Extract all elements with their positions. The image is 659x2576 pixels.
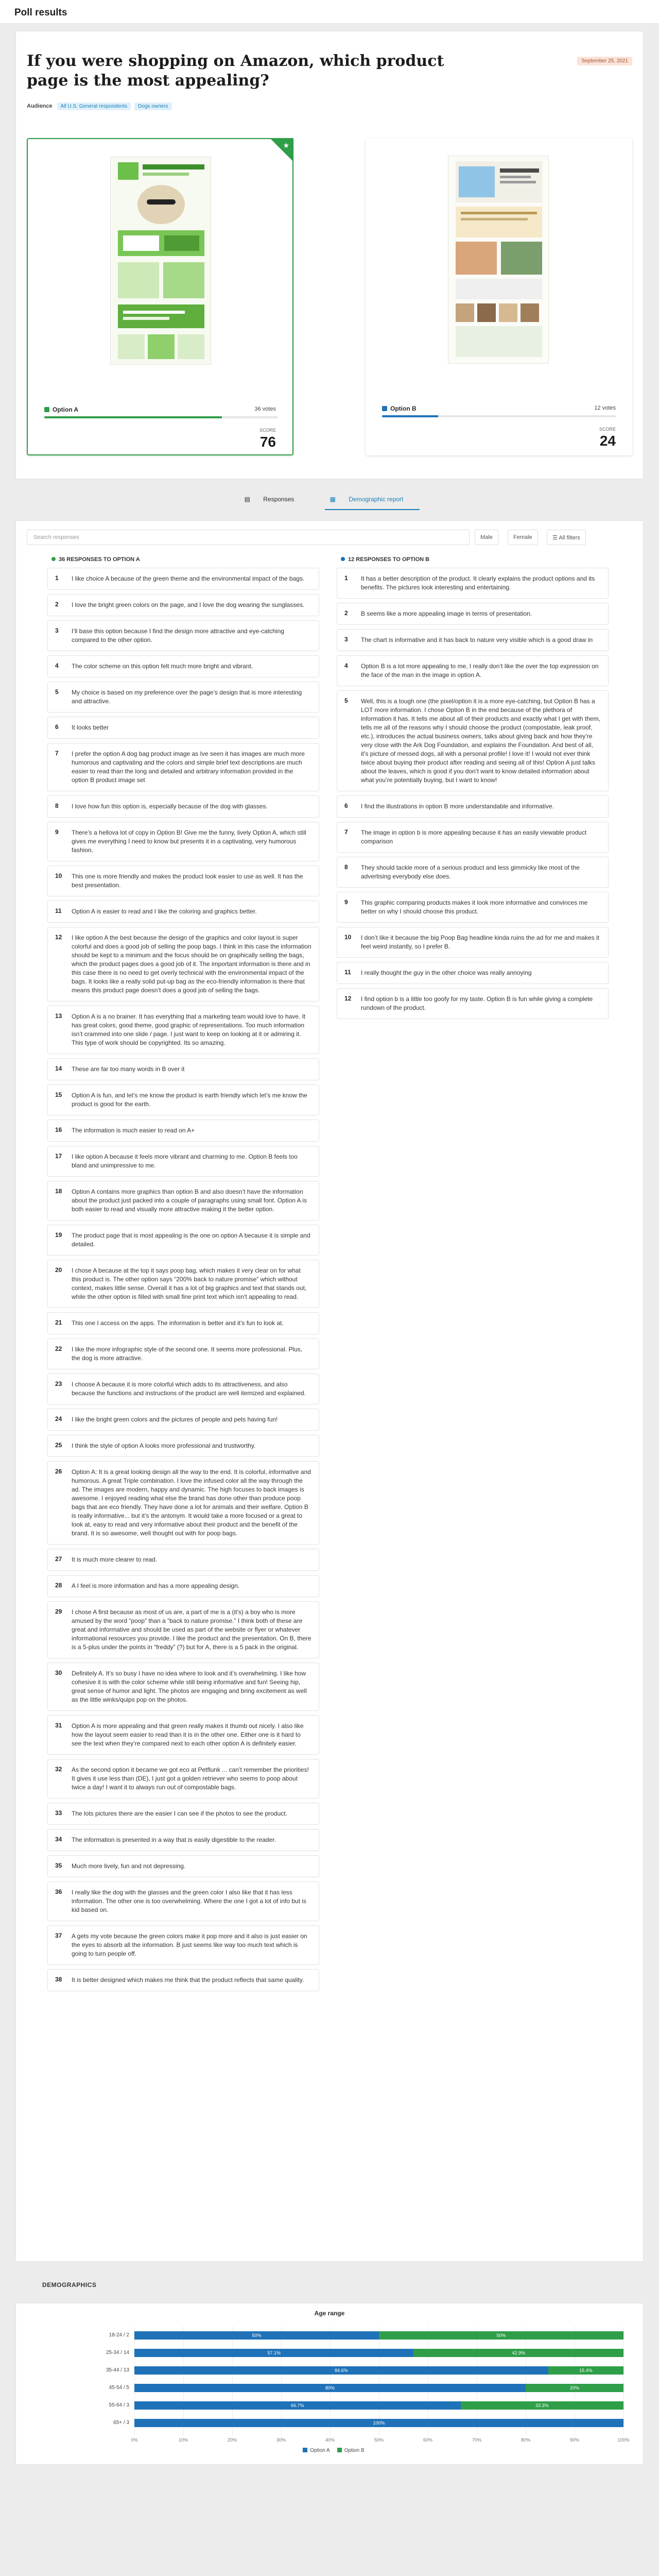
response-text: I love how fun this option is, especially because of the dog with glasses. [72, 803, 268, 810]
bar-option-a[interactable]: 84.6% [134, 2366, 548, 2375]
response-text: I chose A first because as most of us are, a part of me is a (it’s) a boy who is more amused by the word “poop” than a “back to nature promise.” I think both of these are great and informative and should be used as part of the website or flyer or whatever informational resources you provide. I like the product and the presentation. On B, there is a 5-plus under the points in “freddy” (?) but for A, there is a 5 pack in the original. [72, 1608, 311, 1651]
response-item [47, 1006, 319, 1054]
response-item [337, 795, 609, 818]
response-number: 33 [55, 1809, 62, 1817]
response-number: 4 [55, 662, 59, 669]
filter-female-button[interactable]: Female [508, 530, 538, 545]
option-a-label: Option A [53, 406, 79, 413]
response-text: They should tackle more of a serious product and less gimmicky like most of the advertising everybody else does. [361, 864, 580, 880]
option-b-swatch [382, 406, 387, 411]
bar-track [134, 2366, 623, 2375]
response-item [337, 603, 609, 625]
response-item [337, 629, 609, 651]
response-item [337, 892, 609, 923]
option-a-responses-heading [51, 556, 140, 563]
response-item [337, 857, 609, 888]
chart-row [16, 2346, 644, 2361]
response-item [47, 1575, 319, 1597]
response-item [47, 1312, 319, 1334]
axis-tick: 90% [569, 2437, 580, 2443]
response-text: I choose A because it is more colorful which adds to its attractiveness, and also because the functions and instructions of the product are well itemized and explained. [72, 1381, 306, 1397]
audience-label: Audience [27, 103, 53, 109]
option-a-score-bar [44, 416, 278, 418]
response-item [47, 1338, 319, 1369]
response-text: I really like the dog with the glasses and the green color I also like that it has less information. The other one is too overwhelming. Where the one I got a lot of info but is kid based on. [72, 1889, 307, 1913]
response-text: I don’t like it because the big Poop Bag headline kinda ruins the ad for me and makes it feel weird instantly, so I prefer B. [361, 934, 599, 950]
response-text: I think the style of option A looks more professional and trustworthy. [72, 1442, 256, 1449]
option-a-score-fill [44, 416, 222, 418]
response-item [47, 1084, 319, 1115]
response-text: Option A is easier to read and I like the coloring and graphics better. [72, 908, 257, 915]
row-label: 55-64 / 3 [109, 2402, 129, 2408]
response-text: The lots pictures there are the easier I can see if the photos to see the product. [72, 1810, 287, 1817]
row-label: 18-24 / 2 [109, 2332, 129, 2338]
response-number: 27 [55, 1555, 62, 1563]
poll-question: If you were shopping on Amazon, which product page is the most appealing? [27, 52, 444, 90]
option-b-image[interactable] [448, 156, 549, 364]
demographics-heading: DEMOGRAPHICS [42, 2281, 97, 2289]
row-label: 25-34 / 14 [106, 2350, 129, 2355]
response-text: I find the illustrations in option B more understandable and informative. [361, 803, 554, 810]
x-axis [131, 2437, 630, 2445]
response-number: 5 [55, 688, 59, 696]
response-item [47, 1435, 319, 1457]
response-text: As the second option it became we got eco at Petflunk ... can’t remember the priorities! It gives it use less than (DE), I just got a golden retriever who seems to poop about twice a day! I want it to always run out of compostable bags. [72, 1766, 309, 1791]
response-number: 14 [55, 1065, 62, 1072]
response-item [47, 1925, 319, 1965]
bar-track [134, 2349, 623, 2357]
response-number: 11 [344, 969, 351, 976]
response-text: I prefer the option A dog bag product image as Ive seen it has images are much more humorous and captivating and the colors and simple brief text descriptions are much easier to read than the long and detailed and arbitrary information provided in the option B product image set [72, 750, 305, 784]
results-tabs [0, 489, 659, 510]
response-text: I like choice A because of the green theme and the environmental impact of the bags. [72, 575, 305, 582]
option-b-responses-title: 12 RESPONSES TO OPTION B [348, 556, 430, 563]
option-a-responses-title: 36 RESPONSES TO OPTION A [59, 556, 140, 563]
response-number: 13 [55, 1012, 62, 1020]
response-text: I like option A because it feels more vibrant and charming to me. Option B feels too bland and unimpressive to me. [72, 1153, 298, 1169]
bar-option-b[interactable]: 50% [379, 2331, 623, 2340]
option-b-score: 24 [599, 433, 616, 449]
response-item [47, 717, 319, 739]
audience-tag[interactable]: Dogs owners [134, 103, 171, 110]
response-item [47, 901, 319, 923]
response-item [47, 1829, 319, 1851]
response-item [47, 795, 319, 818]
bar-option-a[interactable]: 66.7% [134, 2401, 461, 2410]
response-item [47, 1969, 319, 1991]
axis-tick: 0% [131, 2437, 138, 2443]
response-text: I find option b is a little too goofy for my taste. Option B is fun while giving a complete rundown of the product. [361, 995, 593, 1011]
response-text: Option B is a lot more appealing to me, I really don’t like the over the top expression on the face of the man in the image in option A. [361, 663, 599, 679]
legend-swatch [303, 2448, 307, 2452]
chart-row [16, 2328, 644, 2344]
response-number: 6 [55, 723, 59, 731]
response-text: I’ll base this option because I find the design more attractive and eye-catching compared to the other option. [72, 628, 284, 643]
response-text: I like the bright green colors and the pictures of people and pets having fun! [72, 1416, 278, 1423]
response-number: 8 [344, 863, 348, 871]
audience-tag[interactable]: All U.S. General respondents [57, 103, 131, 110]
response-number: 9 [55, 828, 59, 836]
legend-label: Option B [344, 2448, 365, 2453]
response-item [47, 927, 319, 1002]
option-b-name [382, 405, 417, 412]
response-item [47, 1663, 319, 1711]
response-number: 10 [344, 934, 352, 941]
response-item [337, 962, 609, 984]
response-number: 1 [55, 574, 59, 582]
top-bar [0, 0, 659, 24]
response-text: I like option A the best because the design of the graphics and color layout is super colorful and does a good job of selling the poop bags. I think in this case the information should be kept to a minimum and the focus should be on graphically selling the bags, which the product pages does a good job of it. The important information is there and in this case there is no need to get overly technical with the environmental impact of the bags. It looks like a really solid put-up bag as the eco-friendly information is there that means this product page doesn’t does a good job of selling the bags. [72, 934, 311, 994]
response-item [47, 1260, 319, 1308]
response-number: 20 [55, 1266, 62, 1274]
response-number: 10 [55, 872, 62, 879]
response-number: 1 [344, 574, 348, 582]
legend-label: Option A [310, 2448, 330, 2453]
response-number: 12 [344, 995, 352, 1002]
response-text: This one I access on the apps. The information is better and it’s fun to look at. [72, 1319, 284, 1327]
response-number: 17 [55, 1153, 62, 1160]
response-text: The information is much easier to read on A+ [72, 1127, 195, 1134]
response-number: 29 [55, 1608, 62, 1615]
response-item [47, 1225, 319, 1256]
chart-row [16, 2363, 644, 2379]
response-text: I like the more infographic style of the second one. It seems more professional. Plus, the dog is more attractive. [72, 1346, 303, 1362]
bar-track [134, 2419, 623, 2427]
response-number: 19 [55, 1231, 62, 1239]
response-number: 28 [55, 1582, 62, 1589]
option-b-responses-list [337, 568, 609, 1023]
axis-tick: 10% [178, 2437, 188, 2443]
legend-swatch [337, 2448, 342, 2452]
response-text: My choice is based on my preference over the page’s design that is more interesting and attractive. [72, 689, 302, 705]
response-item [47, 682, 319, 713]
response-text: The information is presented in a way that is easily digestible to the reader. [72, 1836, 276, 1843]
response-number: 26 [55, 1468, 62, 1475]
response-number: 18 [55, 1188, 62, 1195]
response-item [47, 1409, 319, 1431]
chart-row [16, 2398, 644, 2414]
bar-option-b[interactable]: 20% [526, 2384, 623, 2392]
response-number: 4 [344, 662, 348, 669]
response-number: 35 [55, 1862, 62, 1869]
bar-option-a[interactable]: 100% [134, 2419, 623, 2427]
chart-title: Age range [314, 2310, 345, 2317]
axis-tick: 50% [374, 2437, 384, 2443]
response-item [47, 594, 319, 616]
response-text: I really thought the guy in the other choice was really annoying [361, 969, 532, 976]
response-item [337, 988, 609, 1019]
response-number: 3 [344, 636, 348, 643]
response-number: 2 [344, 609, 348, 617]
demographic-chart [15, 2303, 644, 2465]
response-text: The chart is informative and it has back to nature very visible which is a good draw in [361, 636, 593, 643]
response-item [47, 1715, 319, 1755]
response-item [47, 1120, 319, 1142]
search-input[interactable]: Search responses [27, 530, 470, 545]
response-text: A gets my vote because the green colors make it pop more and it also is just easier on the eyes to absorb all the information. B just seems like way too much text which is going to turn people off. [72, 1933, 307, 1957]
response-number: 30 [55, 1669, 62, 1676]
winner-ribbon [270, 138, 293, 162]
response-number: 7 [344, 828, 348, 836]
response-text: Much more lively, fun and not depressing. [72, 1862, 186, 1870]
axis-tick: 40% [325, 2437, 335, 2443]
bar-track [134, 2331, 623, 2340]
filter-male-button[interactable]: Male [475, 530, 498, 545]
chart-legend [16, 2448, 644, 2453]
response-item [47, 1181, 319, 1221]
response-number: 9 [344, 899, 348, 906]
poll-date-badge: September 25, 2021 [577, 57, 632, 65]
option-b-score-label: SCORE [599, 427, 616, 432]
option-a-responses-list [47, 568, 319, 1995]
response-item [47, 1882, 319, 1921]
response-text: Well, this is a tough one (the pixel/option it is a more eye-catching, but Option B has a LOT more information. I chose Option B in the end because of the plethora of information it has. It tells me about all of their products and exactly what I get with them, tells me all of the reasons why I should choose the product (compostable, leak proof, etc.), introduces the actual business owners, talks about giving back and how they’re very close with the Ark Dog Foundation, and explains the Foundation. And best of all, it’s picture of messed dogs, all with a personal profile! I love it! I would not ever think twice about buying their product after reading and seeing all of this! Option A just talks about the leaves, which is good if you don’t want to know detailed information about what you’re potentially buying, but I want to know! [361, 698, 600, 784]
bar-track [134, 2401, 623, 2410]
response-item [337, 690, 609, 791]
response-text: Option A: It is a great looking design all the way to the end. It is colorful, informative and humorous. A great Triple combination. I love the infused color all the way through the ad. The images are modern, happy and dynamic. The high focuses to back images is awesome. I enjoyed reading what else the brand has done other than produce poop bags that are eco friendly. They have done a lot for animals and their welfare. Option B is really informative... but it’s the antonym. It would take a more focused or a great to look at, easy to read and very informative about their product and the benefit of the brand. It is so awesome, well thought out with for poop bags. [72, 1468, 311, 1537]
row-label: 45-54 / 5 [109, 2385, 129, 2391]
option-a-score-label: SCORE [259, 428, 276, 433]
response-item [47, 822, 319, 861]
chart-row [16, 2381, 644, 2396]
bar-option-b[interactable]: 33.3% [461, 2401, 623, 2410]
response-number: 21 [55, 1319, 62, 1326]
response-number: 32 [55, 1766, 62, 1773]
row-label: 65+ / 3 [113, 2420, 129, 2426]
response-number: 5 [344, 697, 348, 704]
response-number: 22 [55, 1345, 62, 1352]
response-text: A I feel is more information and has a more appealing design. [72, 1582, 240, 1589]
response-text: It is much more clearer to read. [72, 1556, 158, 1563]
response-item [337, 655, 609, 686]
response-number: 25 [55, 1442, 62, 1449]
response-number: 15 [55, 1091, 62, 1098]
response-text: These are far too many words in B over it [72, 1065, 185, 1073]
response-item [47, 1601, 319, 1658]
response-text: The image in option b is more appealing because it has an easily viewable product comparison [361, 829, 587, 845]
response-number: 24 [55, 1415, 62, 1422]
response-text: I love the bright green colors on the page, and I love the dog wearing the sunglasses. [72, 601, 305, 608]
tab-demographic-report[interactable]: ▦ Demographic report [325, 489, 420, 510]
response-text: This one is more friendly and makes the product look easier to use as well. It has the best presentation. [72, 873, 303, 889]
row-label: 35-44 / 13 [106, 2367, 129, 2373]
response-text: Option A is more appealing and that green really makes it thumb out nicely. I also like how the layout seem easier to read than it is in the other one. Either one is it hard to see the text when they’re compared next to each other option A is definitely easier. [72, 1722, 304, 1747]
response-item [47, 1461, 319, 1545]
response-item [47, 655, 319, 677]
option-b-votes: 12 votes [594, 405, 616, 411]
response-text: B seems like a more appealing image in terms of presentation. [361, 610, 532, 617]
response-number: 16 [55, 1126, 62, 1133]
response-item [47, 743, 319, 791]
response-item [47, 866, 319, 896]
bar-option-a[interactable]: 50% [134, 2331, 379, 2340]
response-item [47, 1058, 319, 1080]
response-number: 36 [55, 1888, 62, 1895]
option-b-label: Option B [390, 405, 417, 412]
tab-responses-label: Responses [263, 496, 294, 503]
option-b-dot [341, 557, 345, 561]
response-text: Option A is fun, and let’s me know the product is earth friendly which let’s me know the product is good for the earth. [72, 1092, 307, 1108]
response-text: It has a better description of the product. It clearly explains the product options and its benefits. The pictures look interesting and entertaining. [361, 575, 595, 591]
response-text: There’s a hellova lot of copy in Option B! Give me the funny, lively Option A, which still gives me everything I need to know but presents it in a captivating, very humorous fashion. [72, 829, 306, 854]
response-number: 37 [55, 1932, 62, 1939]
response-number: 2 [55, 601, 59, 608]
response-item [47, 1549, 319, 1571]
bar-option-b[interactable]: 42.9% [413, 2349, 623, 2357]
axis-tick: 30% [276, 2437, 286, 2443]
response-text: The product page that is most appealing is the one on option A because it is simple and detailed. [72, 1232, 310, 1248]
axis-tick: 20% [227, 2437, 237, 2443]
option-a-card[interactable] [27, 138, 293, 455]
option-a-dot [51, 557, 56, 561]
option-a-image[interactable] [110, 157, 211, 365]
product-page-preview-a [111, 157, 211, 365]
response-item [47, 1146, 319, 1177]
response-item [47, 1759, 319, 1799]
response-text: The color scheme on this option felt much more bright and vibrant. [72, 663, 253, 670]
response-item [337, 927, 609, 958]
tab-responses[interactable]: ▤ Responses [239, 489, 311, 509]
bar-option-b[interactable]: 15.4% [548, 2366, 623, 2375]
axis-tick: 80% [521, 2437, 531, 2443]
option-b-card[interactable] [366, 138, 632, 455]
option-b-score-fill [382, 415, 438, 417]
response-number: 7 [55, 750, 59, 757]
response-item [47, 568, 319, 590]
response-number: 3 [55, 627, 59, 634]
response-item [47, 1374, 319, 1404]
response-number: 12 [55, 934, 62, 941]
page-title: Poll results [14, 7, 67, 18]
response-item [47, 1855, 319, 1877]
option-a-votes: 36 votes [254, 406, 276, 412]
response-item [47, 620, 319, 651]
option-a-score: 76 [259, 434, 276, 450]
response-item [337, 568, 609, 599]
response-number: 23 [55, 1380, 62, 1387]
response-number: 38 [55, 1976, 62, 1983]
response-number: 6 [344, 802, 348, 809]
response-number: 34 [55, 1836, 62, 1843]
option-b-score-bar [382, 415, 616, 417]
option-b-responses-heading [341, 556, 429, 563]
option-a-swatch [44, 407, 49, 412]
product-page-preview-b [448, 156, 549, 364]
response-number: 11 [55, 907, 62, 914]
bar-track [134, 2384, 623, 2392]
response-text: This graphic comparing products makes it look more informative and convinces me better on why I should choose this product. [361, 899, 588, 915]
star-icon: ★ [283, 141, 289, 149]
response-item [47, 1803, 319, 1825]
all-filters-label: All filters [559, 535, 580, 541]
response-text: Option A contains more graphics than option B and also doesn’t have the information about the product just packed into a couple of paragraphs using small font. Option A is both easier to read and visually more attractive making it the better option. [72, 1188, 307, 1213]
response-number: 8 [55, 802, 59, 809]
bar-option-a[interactable]: 80% [134, 2384, 526, 2392]
response-text: It is better designed which makes me think that the product reflects that same quality. [72, 1976, 304, 1984]
response-text: I chose A because at the top it says poop bag, which makes it very clear on for what this product is. The other option says “200% back to nature promise” which without context, makes little sense. Overall it has a lot of big graphics and text that stands out, while the other option is filled with small fine print text which isn’t appealing to read. [72, 1267, 307, 1300]
axis-tick: 70% [472, 2437, 482, 2443]
tab-demographic-label: Demographic report [349, 496, 404, 503]
audience-row [27, 103, 174, 110]
response-item [337, 822, 609, 853]
all-filters-button[interactable]: ☰ All filters [547, 530, 586, 545]
axis-tick: 100% [617, 2437, 630, 2443]
response-text: It looks better [72, 724, 109, 731]
response-text: Option A is a no brainer. It has everything that a marketing team would love to have. It has great colors, good theme, good graphic of representations. Too much information isn’t crammed into one slide / page. I just want to keep on looking at it or admiring it. This type of work should be copyrighted. Its so amazing. [72, 1013, 306, 1046]
chart-row [16, 2416, 644, 2431]
option-a-name [44, 406, 78, 413]
response-text: Definitely A. It’s so busy I have no idea where to look and it’s overwhelming. I like how cohesive it is with the color scheme while still being informative and fun! Seeing hip, great sense of humor and light. The photos are engaging and bring excitement as well as the little winks/quips pop on the photos. [72, 1670, 307, 1703]
response-number: 31 [55, 1722, 62, 1729]
bar-option-a[interactable]: 57.1% [134, 2349, 413, 2357]
axis-tick: 60% [423, 2437, 433, 2443]
